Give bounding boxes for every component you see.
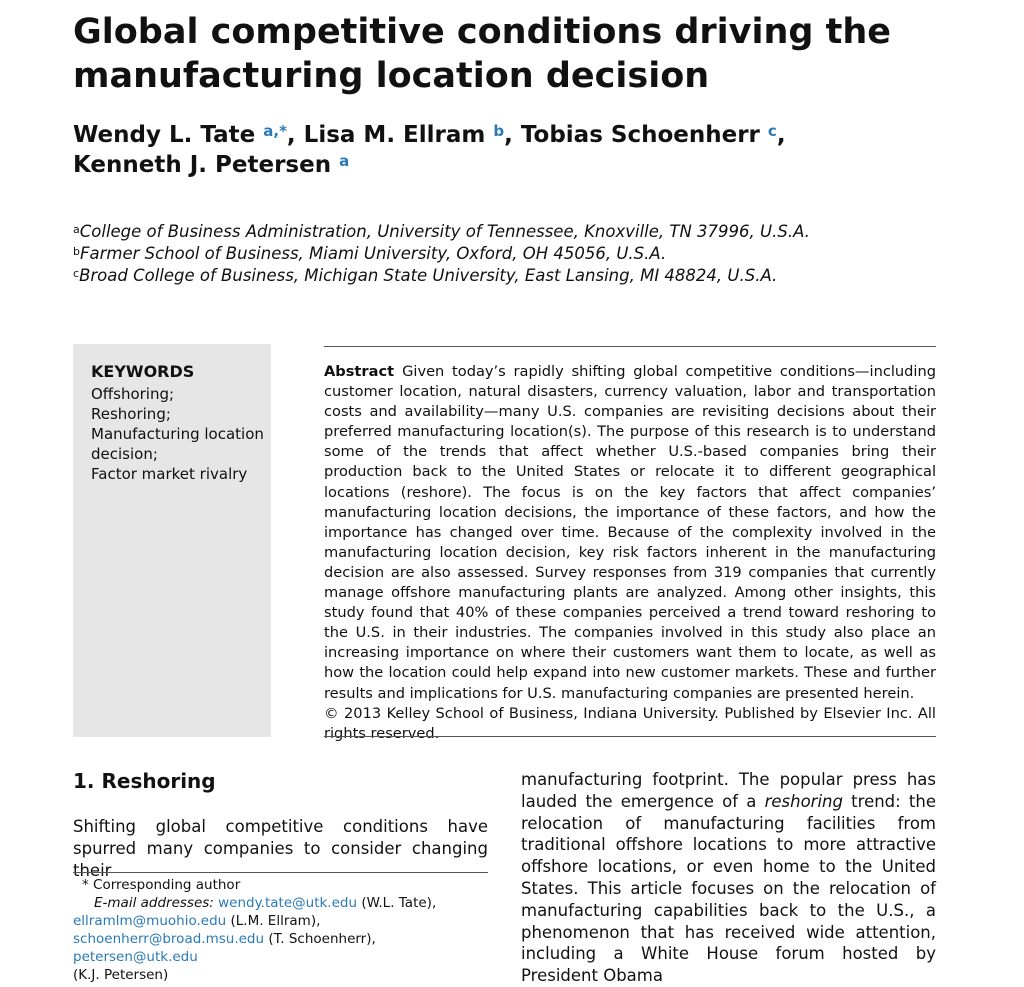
affiliation-text: College of Business Administration, University of Tennessee, Knoxville, TN 37996, U.S.A. <box>79 222 810 241</box>
copyright-notice: © 2013 Kelley School of Business, Indiana University. Published by Elsevier Inc. All rights reserved. <box>324 704 936 742</box>
article-title: Global competitive conditions driving the manufacturing location decision <box>73 12 892 96</box>
affiliation-mark: c <box>73 267 80 280</box>
body-text-segment: manufacturing footprint. The popular press has lauded the emergence of a <box>521 770 936 811</box>
email-line <box>73 894 493 912</box>
author-name: Kenneth J. Petersen <box>73 152 332 178</box>
email-owner: (K.J. Petersen) <box>73 967 169 983</box>
email-link[interactable]: ellramlm@muohio.edu <box>73 913 227 929</box>
email-label: E-mail addresses: <box>94 895 214 911</box>
abstract-bottom-rule <box>324 736 936 737</box>
keywords-heading: KEYWORDS <box>91 362 195 381</box>
body-text-right <box>521 769 936 987</box>
affiliation <box>73 221 973 243</box>
author-list: Wendy L. Tate $^{a,*}$, Lisa M. Ellram $^b$, Tobias Schoenherr $^c$, Kenneth J. Petersen $^a$ <box>73 122 786 178</box>
footnote <box>73 876 493 984</box>
email-owner: (L.M. Ellram), <box>230 913 321 929</box>
footnote-rule <box>73 872 488 873</box>
keyword-item: Manufacturing location decision; <box>91 425 264 463</box>
email-owner: (W.L. Tate), <box>361 895 437 911</box>
abstract-text: Given today’s rapidly shifting global competitive conditions—including customer location, natural disasters, currency valuation, labor and transportation costs and availability—many U.S. companies are revisiting decisions about their preferred manufacturing location(s). The purpose of this research is to understand some of the trends that affect whether U.S.-based companies bring their production back to the United States or relocate it to different geographical locations (reshore). The focus is on the key factors that affect companies’ manufacturing location decisions, the importance of these factors, and how the importance has changed over time. Because of the complexity involved in the manufacturing location decision, key risk factors inherent in the manufacturing decision are also assessed. Survey responses from 319 companies that currently manage offshore manufacturing plants are analyzed. Among other insights, this study found that 40% of these companies perceived a trend toward reshoring to the U.S. in their industries. The companies involved in this study also place an increasing importance on where their customers want them to locate, as well as how the location could help expand into new customer markets. These and further results and implications for U.S. manufacturing companies are presented herein. <box>324 363 936 702</box>
email-link[interactable]: wendy.tate@utk.edu <box>218 895 358 911</box>
affiliation <box>73 243 973 265</box>
affiliation <box>73 265 973 287</box>
email-line <box>73 930 493 966</box>
emphasis-term: reshoring <box>764 791 843 811</box>
keyword-item: Offshoring; <box>91 385 175 403</box>
email-line <box>73 912 493 930</box>
affiliation-text: Farmer School of Business, Miami University, Oxford, OH 45056, U.S.A. <box>79 244 667 263</box>
keyword-item: Factor market rivalry <box>91 465 248 483</box>
author-name: Lisa M. Ellram <box>303 122 486 148</box>
abstract-top-rule <box>324 346 936 347</box>
affiliation-mark: a <box>73 223 80 236</box>
affiliation-mark: b <box>73 245 80 258</box>
corresponding-author-note: * Corresponding author <box>82 877 241 893</box>
email-owner: (T. Schoenherr), <box>268 931 376 947</box>
keyword-item: Reshoring; <box>91 405 171 423</box>
author-affil-mark[interactable]: a,* <box>263 122 287 140</box>
author-affil-mark[interactable]: c <box>767 122 777 140</box>
abstract-block <box>324 362 936 744</box>
email-link[interactable]: petersen@utk.edu <box>73 949 198 965</box>
author-affil-mark[interactable]: b <box>493 122 505 140</box>
section-heading: 1. Reshoring <box>73 769 216 793</box>
abstract-label: Abstract <box>324 363 395 380</box>
body-text-left: Shifting global competitive conditions have spurred many companies to consider changing their <box>73 817 488 880</box>
email-link[interactable]: schoenherr@broad.msu.edu <box>73 931 265 947</box>
email-line <box>73 966 493 984</box>
affiliation-text: Broad College of Business, Michigan State University, East Lansing, MI 48824, U.S.A. <box>79 266 778 285</box>
author-name: Tobias Schoenherr <box>520 122 760 148</box>
body-text-segment: trend: the relocation of manufacturing facilities from traditional offshore locations to more attractive offshore locations, or even home to the United States. This article focuses on the relocation of manufacturing capabilities back to the U.S., a phenomenon that has received wide attention, including a White House forum hosted by President Obama <box>521 791 936 986</box>
author-affil-mark[interactable]: a <box>339 152 350 170</box>
author-name: Wendy L. Tate <box>73 122 256 148</box>
